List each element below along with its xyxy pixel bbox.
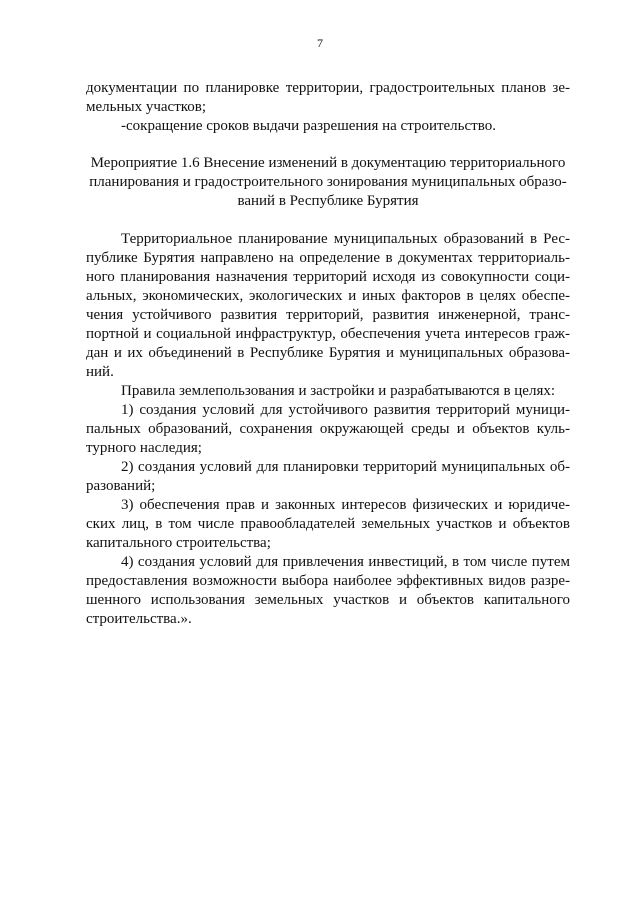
list-item-line: ских лиц, в том числе правообладателей земельных участков и объектов (86, 516, 570, 532)
paragraph-line: чения устойчивого развития территорий, развития инженерной, транс- (86, 307, 570, 323)
page-number: 7 (317, 36, 323, 50)
paragraph-line: Правила землепользования и застройки и разрабатываются в целях: (121, 383, 556, 399)
section-heading-line: Мероприятие 1.6 Внесение изменений в документацию территориального (90, 155, 566, 171)
list-item-line: пальных образований, сохранения окружающей среды и объектов куль- (86, 421, 570, 437)
paragraph-line: ний. (86, 364, 114, 380)
paragraph-line: ного планирования назначения территорий исходя из совокупности соци- (86, 269, 570, 285)
intro-line: документации по планировке территории, градостроительных планов зе- (86, 80, 570, 96)
section-heading-line: ваний в Республике Бурятия (237, 193, 419, 209)
list-item-line: капитального строительства; (86, 535, 271, 551)
list-item-line: разований; (86, 478, 156, 494)
list-item-line: 4) создания условий для привлечения инвестиций, в том числе путем (121, 554, 570, 570)
paragraph-line: альных, экономических, экологических и иных факторов в целях обеспе- (86, 288, 570, 304)
section-heading-line: планирования и градостроительного зонирования муниципальных образо- (89, 174, 567, 190)
paragraph-line: портной и социальной инфраструктур, обеспечения учета интересов граж- (86, 326, 570, 342)
list-item-line: 1) создания условий для устойчивого развития территорий муници- (121, 402, 570, 418)
list-item-line: шенного использования земельных участков и объектов капитального (86, 592, 570, 608)
paragraph-line: публике Бурятия направлено на определение в документах территориаль- (86, 250, 570, 266)
list-item-line: 3) обеспечения прав и законных интересов физических и юридиче- (121, 497, 570, 513)
intro-line: мельных участков; (86, 99, 207, 115)
list-item-line: строительства.». (86, 611, 192, 627)
list-item-line: 2) создания условий для планировки территорий муниципальных об- (121, 459, 570, 475)
list-item-line: предоставления возможности выбора наиболее эффективных видов разре- (86, 573, 570, 589)
paragraph-line: дан и их объединений в Республике Бурятия и муниципальных образова- (86, 345, 570, 361)
paragraph-line: Территориальное планирование муниципальных образований в Рес- (121, 231, 570, 247)
intro-line: -сокращение сроков выдачи разрешения на строительство. (121, 118, 496, 134)
list-item-line: турного наследия; (86, 440, 202, 456)
